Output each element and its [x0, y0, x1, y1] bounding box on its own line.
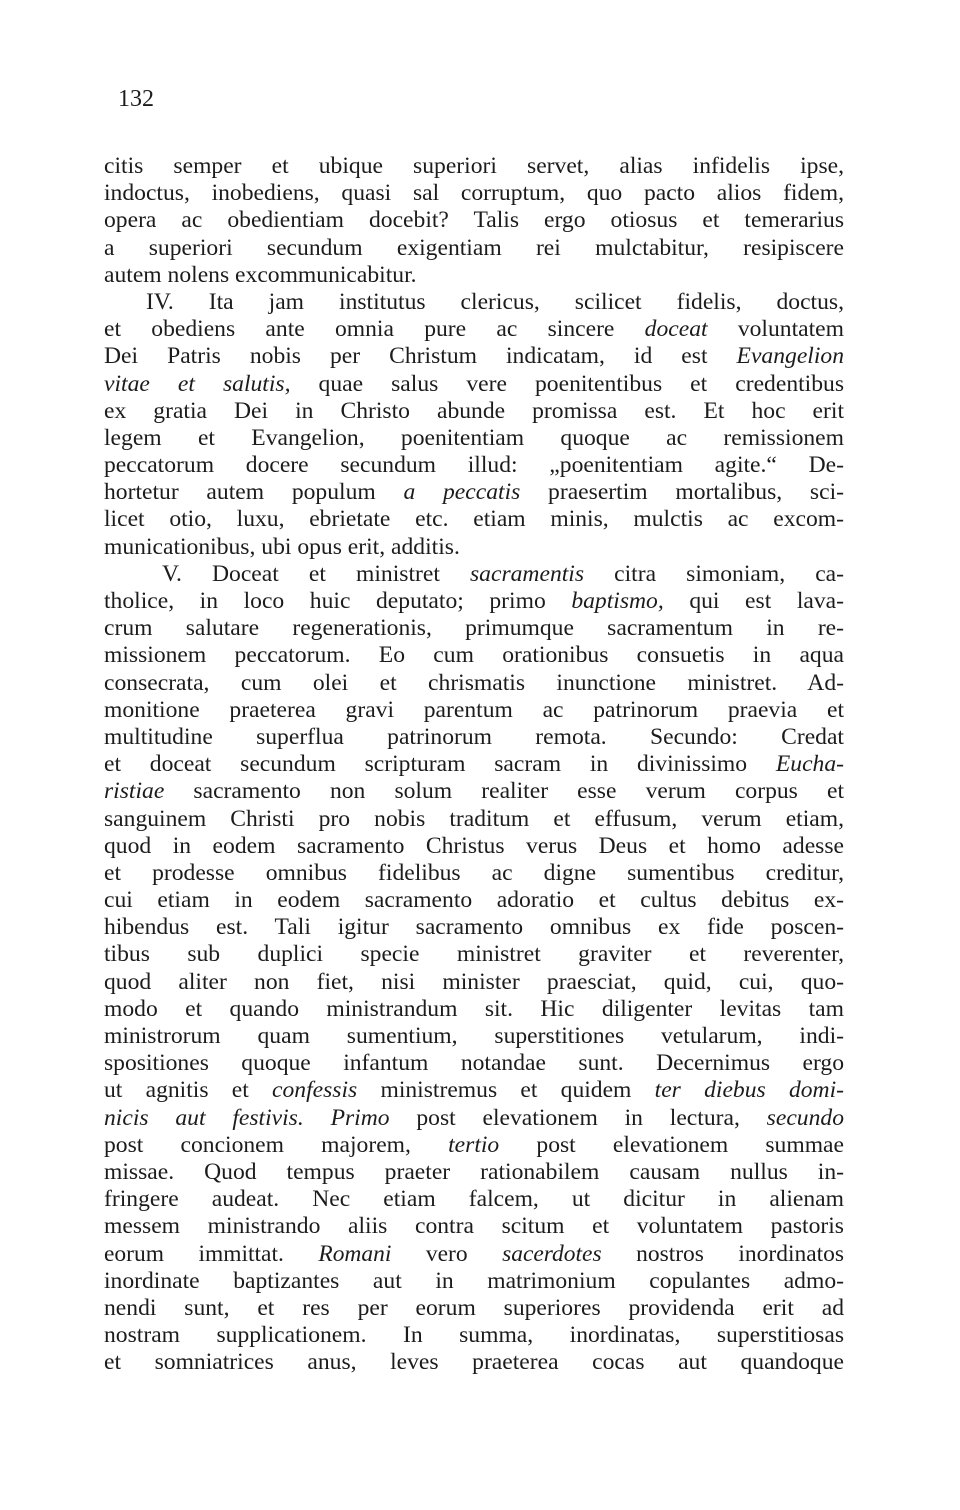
text-line: [104, 262, 844, 289]
text-line: [104, 1105, 844, 1132]
text-segment: inordinate baptizantes aut in matrimonium copulantes admo-: [104, 1267, 844, 1294]
italic-text: Romani: [318, 1240, 392, 1267]
text-line: [104, 615, 844, 642]
text-line: [104, 1268, 844, 1295]
text-segment: post elevationem summae: [499, 1131, 844, 1158]
italic-text: Eucha-: [775, 751, 844, 778]
text-segment: hortetur autem populum: [104, 479, 404, 506]
text-segment: post concionem majorem,: [104, 1131, 449, 1158]
text-line: [104, 452, 844, 479]
text-segment: tholice, in loco huic deputato; primo: [104, 588, 572, 614]
text-segment: sanguinem Christi pro nobis traditum et effusum, verum etiam,: [104, 805, 844, 832]
text-segment: crum salutare regenerationis, primumque sacramentum in re-: [104, 615, 844, 642]
text-segment: [304, 1105, 331, 1131]
text-line: [104, 1295, 844, 1322]
text-line: [104, 778, 844, 805]
text-segment: voluntatem: [707, 316, 844, 343]
text-segment: fringere audeat. Nec etiam falcem, ut dicitur in alienam: [104, 1186, 844, 1213]
text-segment: cui etiam in eodem sacramento adoratio et cultus debitus ex-: [104, 887, 844, 914]
text-line: [104, 343, 844, 370]
text-line: [104, 697, 844, 724]
text-line: [104, 1241, 844, 1268]
text-segment: ministrorum quam sumentium, superstitiones vetularum, indi-: [104, 1023, 844, 1049]
text-line: [104, 860, 844, 887]
text-segment: legem et Evangelion, poenitentiam quoque ac remissionem: [104, 424, 844, 451]
text-segment: V. Doceat et ministret: [162, 560, 470, 587]
italic-text: Primo: [330, 1104, 390, 1131]
text-line: [104, 1349, 844, 1376]
text-line: [104, 561, 844, 588]
text-segment: missionem peccatorum. Eo cum orationibus consuetis in aqua: [104, 642, 844, 669]
text-segment: post elevationem in lectura,: [389, 1104, 767, 1131]
text-segment: nostram supplicationem. In summa, inordinatas, superstitiosas: [104, 1322, 844, 1349]
italic-text: tertio: [448, 1131, 500, 1158]
italic-text: nicis aut festivis.: [104, 1104, 304, 1131]
text-line: [104, 479, 844, 506]
italic-text: sacramentis: [470, 560, 585, 587]
text-segment: messem ministrando aliis contra scitum et voluntatem pastoris: [104, 1213, 844, 1240]
text-line: [104, 1077, 844, 1104]
text-segment: multitudine superflua patrinorum remota. Secundo: Credat: [104, 723, 844, 750]
text-line: [104, 207, 844, 234]
text-segment: ex gratia Dei in Christo abunde promissa est. Et hoc erit: [104, 397, 844, 424]
italic-text: sacerdotes: [502, 1240, 602, 1267]
text-line: [104, 534, 844, 561]
text-line: [104, 670, 844, 697]
text-line: [104, 588, 844, 615]
text-segment: missae. Quod tempus praeter rationabilem causam nullus in-: [104, 1158, 844, 1185]
text-line: [104, 1213, 844, 1240]
text-segment: consecrata, cum olei et chrismatis inunctione ministret. Ad-: [104, 669, 844, 696]
text-line: [104, 1186, 844, 1213]
italic-text: doceat: [644, 316, 708, 343]
text-line: [104, 1050, 844, 1077]
text-line: [104, 996, 844, 1023]
text-segment: et doceat secundum scripturam sacram in divinissimo: [104, 751, 776, 778]
text-segment: sacramento non solum realiter esse verum corpus et: [164, 778, 844, 805]
text-segment: hibendus est. Tali igitur sacramento omnibus ex fide poscen-: [104, 914, 844, 941]
text-segment: Dei Patris nobis per Christum indicatam, id est: [104, 343, 737, 370]
text-line: [104, 398, 844, 425]
text-segment: quae salus vere poenitentibus et credentibus: [290, 370, 844, 397]
text-segment: et prodesse omnibus fidelibus ac digne sumentibus creditur,: [104, 859, 844, 886]
text-line: [104, 914, 844, 941]
text-segment: a superiori secundum exigentiam rei mulctabitur, resipiscere: [104, 234, 844, 261]
text-segment: ministremus et quidem: [357, 1077, 655, 1104]
italic-text: confessis: [272, 1077, 358, 1104]
text-line: [104, 1132, 844, 1159]
text-line: [104, 506, 844, 533]
text-line: [104, 642, 844, 669]
text-segment: citra simoniam, ca-: [584, 560, 844, 587]
text-segment: vero: [391, 1240, 503, 1267]
text-line: [104, 1023, 844, 1050]
text-line: [104, 1159, 844, 1186]
italic-text: Evangelion: [736, 343, 844, 370]
text-line: [104, 724, 844, 751]
text-line: [104, 235, 844, 262]
text-segment: indoctus, inobediens, quasi sal corruptum, quo pacto alios fidem,: [104, 180, 844, 207]
text-line: [104, 316, 844, 343]
text-segment: et somniatrices anus, leves praeterea cocas aut quandoque: [104, 1349, 844, 1376]
text-line: [104, 969, 844, 996]
text-line: [104, 289, 844, 316]
text-segment: modo et quando ministrandum sit. Hic diligenter levitas tam: [104, 995, 844, 1022]
text-segment: qui est lava-: [663, 588, 844, 614]
text-line: [104, 887, 844, 914]
text-segment: spositiones quoque infantum notandae sunt. Decernimus ergo: [104, 1050, 844, 1077]
text-line: [104, 806, 844, 833]
italic-text: vitae et salutis,: [104, 370, 291, 397]
text-segment: licet otio, luxu, ebrietate etc. etiam minis, mulctis ac excom-: [104, 506, 844, 533]
italic-text: secundo: [766, 1104, 844, 1131]
text-line: [104, 751, 844, 778]
italic-text: a peccatis: [403, 479, 521, 506]
text-segment: autem nolens excommunicabitur.: [104, 261, 417, 288]
text-segment: ut agnitis et: [104, 1077, 273, 1104]
body-text: [104, 153, 844, 1376]
text-segment: nendi sunt, et res per eorum superiores providenda erit ad: [104, 1294, 844, 1321]
page-number: 132: [118, 86, 154, 112]
text-segment: IV. Ita jam institutus clericus, scilicet fidelis, doctus,: [146, 288, 844, 315]
text-segment: opera ac obedientiam docebit? Talis ergo otiosus et temerarius: [104, 207, 844, 234]
text-line: [104, 153, 844, 180]
text-segment: peccatorum docere secundum illud: „poenitentiam agite.“ De-: [104, 452, 844, 479]
text-segment: et obediens ante omnia pure ac sincere: [104, 316, 645, 343]
text-line: [104, 371, 844, 398]
text-line: [104, 1322, 844, 1349]
text-line: [104, 941, 844, 968]
italic-text: baptismo,: [571, 588, 664, 614]
italic-text: ristiae: [104, 778, 165, 805]
text-segment: tibus sub duplici specie ministret graviter et reverenter,: [104, 941, 844, 968]
text-segment: citis semper et ubique superiori servet, alias infidelis ipse,: [104, 153, 844, 179]
text-segment: quod aliter non fiet, nisi minister praesciat, quid, cui, quo-: [104, 968, 844, 995]
text-line: [104, 180, 844, 207]
text-segment: quod in eodem sacramento Christus verus Deus et homo adesse: [104, 832, 844, 859]
text-line: [104, 833, 844, 860]
text-line: [104, 425, 844, 452]
text-segment: praesertim mortalibus, sci-: [520, 479, 844, 506]
text-segment: municationibus, ubi opus erit, additis.: [104, 533, 460, 560]
text-segment: eorum immittat.: [104, 1240, 319, 1267]
italic-text: ter diebus domi-: [654, 1077, 844, 1104]
text-segment: monitione praeterea gravi parentum ac patrinorum praevia et: [104, 696, 844, 723]
text-segment: nostros inordinatos: [601, 1240, 844, 1267]
